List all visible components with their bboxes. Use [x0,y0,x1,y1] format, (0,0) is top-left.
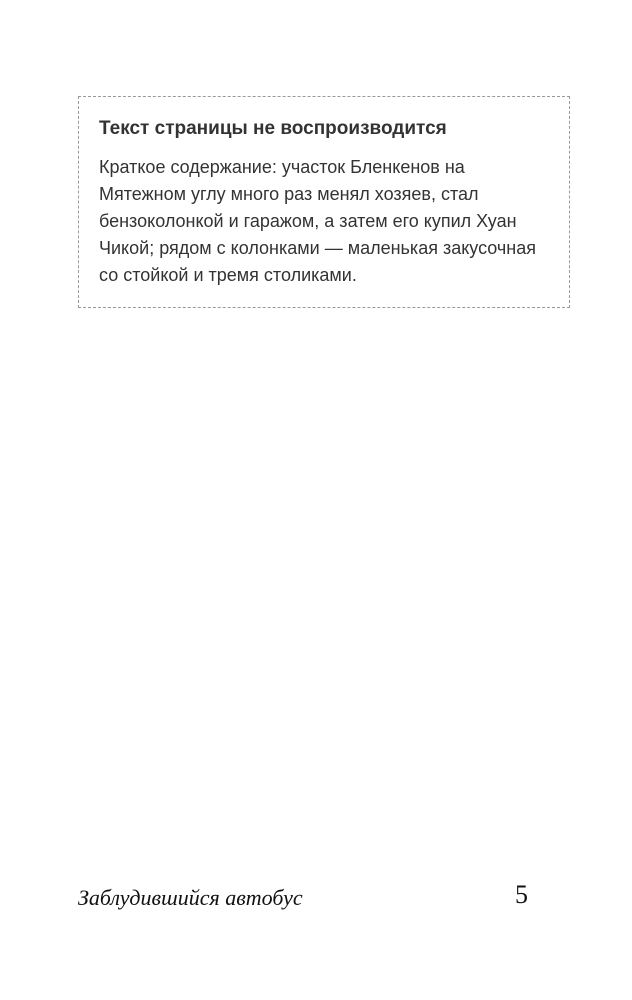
notice-summary: Краткое содержание: участок Бленкенов на Мятежном углу много раз менял хозяев, стал бензоколонкой и гаражом, а затем его купил Хуан Чикой; рядом с колонками — маленькая закусочная со стойкой и тремя столиками. [99,156,536,285]
notice-title: Текст страницы не воспроизводится [99,118,447,139]
content-notice [78,96,570,308]
page-number: 5 [515,880,528,909]
running-title: Заблудившийся автобус [78,885,303,910]
